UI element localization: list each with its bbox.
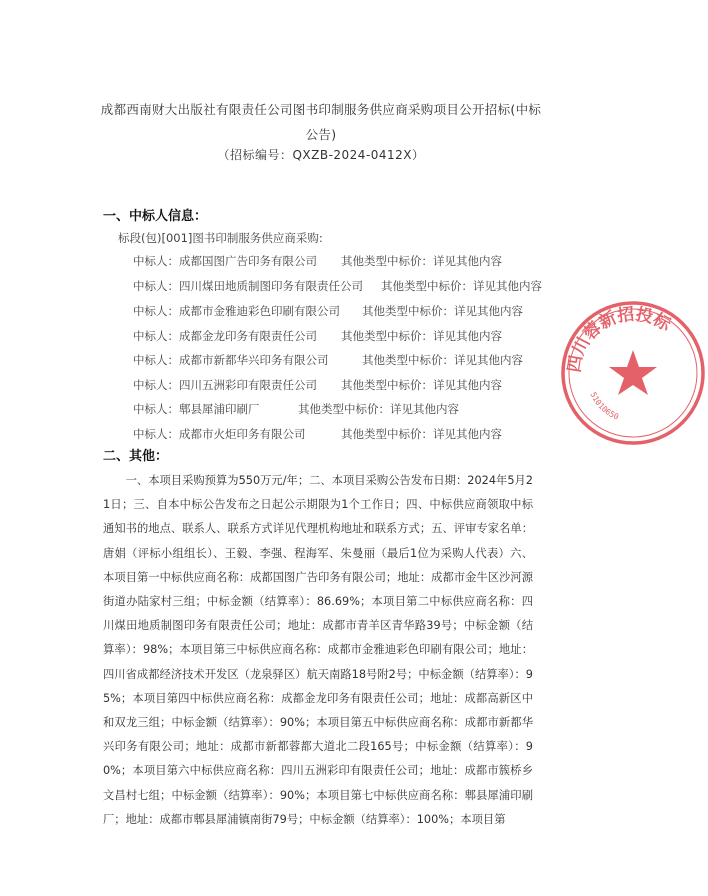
seal-number: 51010650 — [588, 390, 621, 422]
tender-code: （招标编号：QXZB-2024-0412X） — [217, 148, 425, 162]
section-heading-other: 二、其他： — [103, 449, 169, 464]
winner-name: 中标人：郫县犀浦印刷厂 — [133, 402, 260, 416]
winner-price: 其他类型中标价：详见其他内容 — [341, 378, 502, 392]
winner-price: 其他类型中标价：详见其他内容 — [341, 329, 502, 343]
section-heading-winner-info: 一、中标人信息： — [103, 209, 208, 224]
winner-name: 中标人：成都国图广告印务有限公司 — [133, 254, 317, 268]
winner-price: 其他类型中标价：详见其他内容 — [362, 304, 523, 318]
document-title: 成都西南财大出版社有限责任公司图书印制服务供应商采购项目公开招标(中标公告) — [100, 102, 542, 142]
winner-name: 中标人：四川五洲彩印有限责任公司 — [133, 378, 317, 392]
winner-name: 中标人：成都市火炬印务有限公司 — [133, 427, 306, 441]
winner-price: 其他类型中标价：详见其他内容 — [381, 279, 542, 293]
winner-name: 中标人：成都市新都华兴印务有限公司 — [133, 353, 329, 367]
winner-price: 其他类型中标价：详见其他内容 — [298, 402, 459, 416]
winner-name: 中标人：四川煤田地质制图印务有限责任公司 — [133, 279, 363, 293]
other-body-paragraph: 一、本项目采购预算为550万元/年；二、本项目采购公告发布日期：2024年5月21日；三、自本中标公告发布之日起公示期限为1个工作日；四、中标供应商领取中标通知书的地点、联系人、联系方式详见代理机构地址和联系方式；五、评审专家名单：唐娟（评标小组组长）、王毅、李强、程海军、朱曼丽（最后1位为采购人代表）六、本项目第一中标供应商名称：成都国图广告印务有限公司；地址：成都市金牛区沙河源街道办陆家村三组；中标金额（结算率）：86.69%；本项目第二中标供应商名称：四川煤田地质制图印务有限责任公司；地址：成都市青羊区青华路39号；中标金额（结算率）：98%；本项目第三中标供应商名称：成都市金雅迪彩色印刷有限公司；地址：四川省成都经济技术开发区（龙泉驿区）航天南路18号附2号；中标金额（结算率）：95%；本项目第四中标供应商名称：成都金龙印务有限责任公司；地址：成都高新区中和双龙三组；中标金额（结算率）：90%；本项目第五中标供应商名称：成都市新都华兴印务有限公司；地址：成都市新都蓉都大道北二段165号；中标金额（结算率）：90%；本项目第六中标供应商名称：四川五洲彩印有限责任公司；地址：成都市簇桥乡文昌村七组；中标金额（结算率）：90%；本项目第七中标供应商名称：郫县犀浦印刷厂；地址：成都市郫县犀浦镇南街79号；中标金额（结算率）：100%；本项目第 — [103, 474, 533, 826]
seal-star-icon — [609, 350, 657, 395]
winner-price: 其他类型中标价：详见其他内容 — [341, 254, 502, 268]
winner-name: 中标人：成都金龙印务有限责任公司 — [133, 329, 317, 343]
winner-price: 其他类型中标价：详见其他内容 — [341, 427, 502, 441]
winner-price: 其他类型中标价：详见其他内容 — [362, 353, 523, 367]
package-label: 标段(包)[001]图书印制服务供应商采购: — [118, 231, 323, 245]
seal-text: 四川蓉新招投标 — [564, 304, 674, 374]
official-seal-stamp — [558, 298, 708, 448]
winner-name: 中标人：成都市金雅迪彩色印刷有限公司 — [133, 304, 340, 318]
